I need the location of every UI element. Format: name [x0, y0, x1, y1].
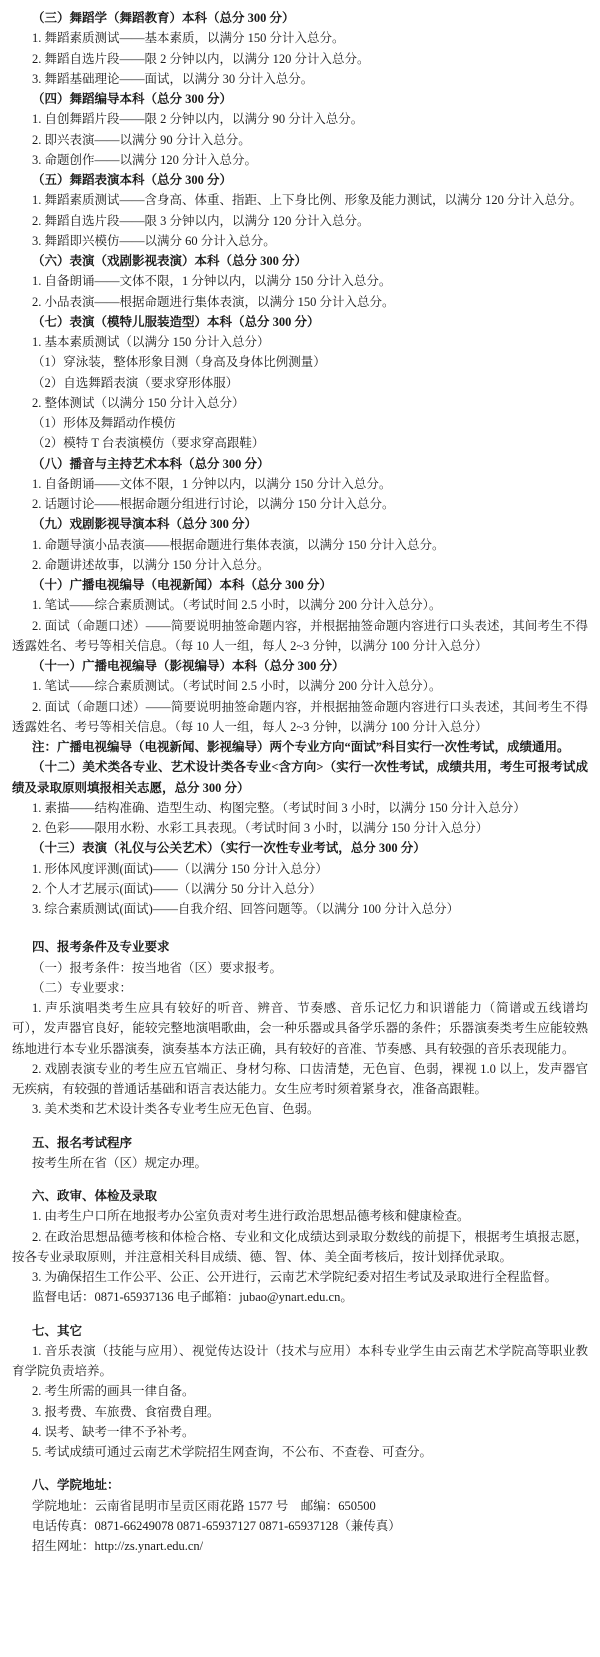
- list-item: 2. 舞蹈自选片段——限 3 分钟以内，以满分 120 分计入总分。: [32, 213, 370, 228]
- list-item: 1. 由考生户口所在地报考办公室负责对考生进行政治思想品德考核和健康检查。: [32, 1209, 470, 1224]
- spacer: [12, 1173, 588, 1186]
- heading-dance-education: （三）舞蹈学（舞蹈教育）本科（总分 300 分）: [32, 11, 295, 25]
- spacer: [12, 1462, 588, 1475]
- list-item: 3. 为确保招生工作公平、公正、公开进行，云南艺术学院纪委对招生考试及录取进行全程监督。: [32, 1270, 558, 1284]
- list-item: 1. 舞蹈素质测试——含身高、体重、指距、上下身比例、形象及能力测试，以满分 120 分计入总分。: [32, 193, 583, 208]
- list-item: 2. 整体测试（以满分 150 分计入总分）: [32, 395, 245, 410]
- list-item: 2. 小品表演——根据命题进行集体表演，以满分 150 分计入总分。: [32, 294, 395, 309]
- list-item: 2. 命题讲述故事，以满分 150 分计入总分。: [32, 557, 270, 572]
- list-item: 3. 舞蹈即兴模仿——以满分 60 分计入总分。: [32, 233, 276, 248]
- list-item: 1. 自备朗诵——文体不限，1 分钟以内，以满分 150 分计入总分。: [32, 274, 392, 289]
- heading-tv-news-directing: （十）广播电视编导（电视新闻）本科（总分 300 分）: [32, 578, 333, 592]
- list-item: 4. 误考、缺考一律不予补考。: [32, 1424, 195, 1439]
- list-item: 1. 笔试——综合素质测试。（考试时间 2.5 小时，以满分 200 分计入总分）。: [32, 679, 442, 694]
- spacer: [12, 1120, 588, 1133]
- heading-fine-arts-design: （十二）美术类各专业、艺术设计类各专业<含方向>（实行一次性考试，成绩共用，考生可报考试成绩及录取原则填报相关志愿，总分 300 分）: [12, 760, 588, 795]
- list-item: 1. 基本素质测试（以满分 150 分计入总分）: [32, 335, 270, 349]
- note-shared-interview: 注：广播电视编导（电视新闻、影视编导）两个专业方向“面试”科目实行一次性考试，成绩通用。: [32, 740, 570, 754]
- spacer: [12, 1308, 588, 1321]
- phone-fax-line: 电话传真：0871-66249078 0871-65937127 0871-65937128（兼传真）: [32, 1518, 401, 1533]
- list-item: 1. 自创舞蹈片段——限 2 分钟以内，以满分 90 分计入总分。: [32, 112, 364, 127]
- list-item: 1. 音乐表演（技能与应用）、视觉传达设计（技术与应用）本科专业学生由云南艺术学院高等职业教育学院负责培养。: [12, 1343, 588, 1378]
- sub-list-item: （2）自选舞蹈表演（要求穿形体服）: [32, 375, 239, 390]
- section-heading-exam-procedure: 五、报名考试程序: [32, 1135, 133, 1150]
- list-item: 1. 命题导演小品表演——根据命题进行集体表演，以满分 150 分计入总分。: [32, 537, 445, 552]
- list-item: 1. 声乐演唱类考生应具有较好的听音、辨音、节奏感、音乐记忆力和识谱能力（简谱或五线谱均可），发声器官良好，能较完整地演唱歌曲，会一种乐器或具备学乐器的条件；乐器演奏类考生应能较熟练地进行本专业乐器演奏，演奏基本方法正确，具有较好的音准、节奏感、具有较强的音乐表现能力。: [12, 1001, 588, 1056]
- sub-list-item: （1）穿泳装，整体形象目测（身高及身体比例测量）: [32, 355, 326, 370]
- heading-drama-film-acting: （六）表演（戏剧影视表演）本科（总分 300 分）: [32, 254, 308, 268]
- sub-list-item: （1）形体及舞蹈动作模仿: [32, 416, 176, 430]
- list-item: 2. 话题讨论——根据命题分组进行讨论，以满分 150 分计入总分。: [32, 497, 395, 511]
- paragraph: 按考生所在省（区）规定办理。: [32, 1155, 208, 1170]
- list-item: 3. 美术类和艺术设计类各专业考生应无色盲、色弱。: [32, 1102, 320, 1117]
- supervision-contact: 监督电话：0871-65937136 电子邮箱：jubao@ynart.edu.cn。: [32, 1290, 353, 1305]
- section-heading-address: 八、学院地址：: [32, 1478, 120, 1493]
- list-item: 3. 综合素质测试(面试)——自我介绍、回答问题等。（以满分 100 分计入总分）: [32, 902, 460, 916]
- list-item: 2. 即兴表演——以满分 90 分计入总分。: [32, 132, 251, 147]
- heading-dance-performance: （五）舞蹈表演本科（总分 300 分）: [32, 173, 233, 187]
- list-item: 2. 色彩——限用水粉、水彩工具表现。（考试时间 3 小时，以满分 150 分计入总分）: [32, 821, 489, 835]
- spacer: [12, 919, 588, 937]
- heading-drama-film-directing: （九）戏剧影视导演本科（总分 300 分）: [32, 517, 258, 532]
- list-item: 1. 自备朗诵——文体不限，1 分钟以内，以满分 150 分计入总分。: [32, 476, 392, 491]
- list-item: 3. 报考费、车旅费、食宿费自理。: [32, 1404, 220, 1419]
- list-item: （一）报考条件：按当地省（区）要求报考。: [32, 960, 283, 975]
- list-item: 2. 在政治思想品德考核和体检合格、专业和文化成绩达到录取分数线的前提下，根据考生填报志愿，按各专业录取原则，并注意相关科目成绩、德、智、体、美全面考核后，按计划择优录取。: [12, 1229, 588, 1264]
- heading-etiquette-pr-arts: （十三）表演（礼仪与公关艺术）（实行一次性专业考试，总分 300 分）: [32, 841, 426, 856]
- list-item: 1. 舞蹈素质测试——基本素质，以满分 150 分计入总分。: [32, 31, 345, 46]
- list-item: 3. 命题创作——以满分 120 分计入总分。: [32, 152, 258, 167]
- list-item: 2. 个人才艺展示(面试)——（以满分 50 分计入总分）: [32, 881, 322, 896]
- list-item: 1. 素描——结构准确、造型生动、构图完整。（考试时间 3 小时，以满分 150 分计入总分）: [32, 800, 526, 815]
- sub-list-item: （2）模特 T 台表演模仿（要求穿高跟鞋）: [32, 436, 265, 451]
- heading-broadcasting-hosting: （八）播音与主持艺术本科（总分 300 分）: [32, 456, 270, 471]
- section-heading-review-admission: 六、政审、体检及录取: [32, 1189, 158, 1203]
- list-item: 1. 形体风度评测(面试)——（以满分 150 分计入总分）: [32, 861, 328, 876]
- list-item: 2. 面试（命题口述）——简要说明抽签命题内容，并根据抽签命题内容进行口头表述，其间考生不得透露姓名、考号等相关信息。（每 10 人一组，每人 2~3 分钟，以满分 100 分计入总分）: [12, 618, 588, 653]
- list-item: 3. 舞蹈基础理论——面试，以满分 30 分计入总分。: [32, 71, 314, 86]
- address-line: 学院地址：云南省昆明市呈贡区雨花路 1577 号 邮编：650500: [32, 1498, 376, 1513]
- section-heading-application-requirements: 四、报考条件及专业要求: [32, 940, 170, 955]
- heading-film-tv-directing: （十一）广播电视编导（影视编导）本科（总分 300 分）: [32, 659, 345, 673]
- list-item: 1. 笔试——综合素质测试。（考试时间 2.5 小时，以满分 200 分计入总分）。: [32, 598, 442, 613]
- list-item: 5. 考试成绩可通过云南艺术学院招生网查询，不公布、不查卷、可查分。: [32, 1445, 433, 1459]
- list-item: （二）专业要求：: [32, 980, 133, 995]
- website-line[interactable]: 招生网址：http://zs.ynart.edu.cn/: [32, 1539, 204, 1553]
- list-item: 2. 戏剧表演专业的考生应五官端正、身材匀称、口齿清楚，无色盲、色弱，裸视 1.0 以上，发声器官无疾病，有较强的普通话基础和语言表达能力。女生应考时须着紧身衣，准备高跟鞋。: [12, 1061, 588, 1096]
- heading-model-styling: （七）表演（模特儿服装造型）本科（总分 300 分）: [32, 314, 320, 329]
- list-item: 2. 考生所需的画具一律自备。: [32, 1384, 195, 1399]
- heading-dance-choreography: （四）舞蹈编导本科（总分 300 分）: [32, 92, 233, 106]
- section-heading-other: 七、其它: [32, 1323, 83, 1338]
- list-item: 2. 舞蹈自选片段——限 2 分钟以内，以满分 120 分计入总分。: [32, 51, 370, 66]
- list-item: 2. 面试（命题口述）——简要说明抽签命题内容，并根据抽签命题内容进行口头表述，其间考生不得透露姓名、考号等相关信息。（每 10 人一组，每人 2~3 分钟，以满分 100 分计入总分）: [12, 699, 588, 734]
